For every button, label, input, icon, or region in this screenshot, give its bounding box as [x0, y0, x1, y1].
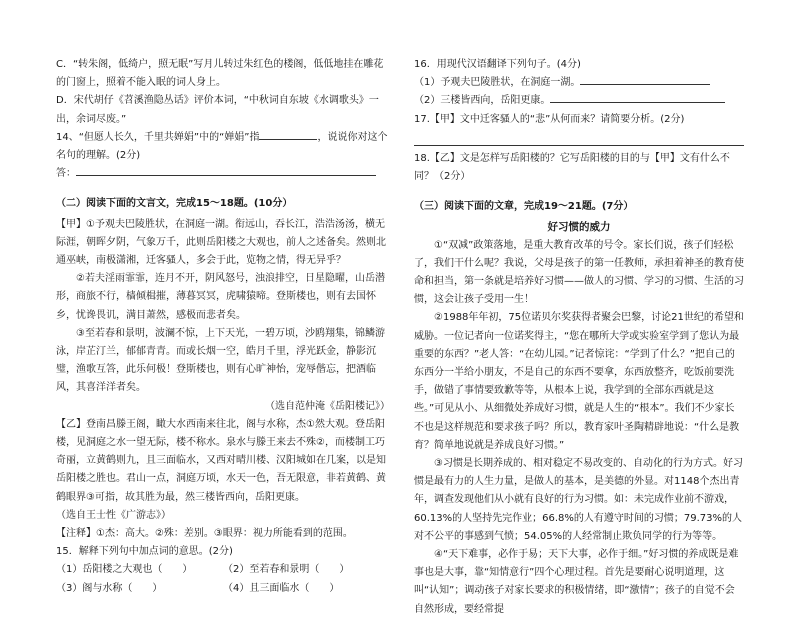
q14-text-a: 14、“但愿人长久，千里共婵娟”中的“婵娟”指	[56, 131, 260, 143]
answer-line	[56, 165, 390, 183]
question-14	[56, 129, 390, 165]
source-2: （选自王士性《广游志》）	[56, 509, 171, 521]
q15-row-1	[56, 561, 390, 579]
article-para-4: ④“天下难事，必作于易；天下大事，必作于细。”好习惯的养成既是难事也是大事，靠“知情意行”四个心理过程。首先是要耐心说明道理，这叫“认知”；调动孩子对家长要求的积极情绪，即“激情”；孩子的自觉不会自然形成，要经常提	[414, 549, 739, 615]
q15-item-1: （1）岳阳楼之大观也（ ）	[56, 564, 193, 576]
q17-answer-line[interactable]	[414, 131, 744, 146]
q16-item-1	[414, 74, 744, 92]
section-2-heading: （二）阅读下面的文言文，完成15～18题。(10分）	[56, 198, 293, 210]
article-para-3: ③习惯是长期养成的、相对稳定不易改变的、自动化的行为方式。好习惯是最有力的人生力量，是做人的基本，是美德的外显。对1148个杰出青年，调查发现他们从小就有良好的行为习惯。如：未完成作业前不游戏，60.13%的人坚持先完作业；66.8%的人有遵守时间的习惯；79.73%的人对不公平的事感到气愤；54.05%的人经常制止欺负同学的行为等等。	[414, 458, 743, 542]
answer-label: 答：	[56, 168, 76, 180]
left-column	[56, 56, 390, 598]
passage-jia-3: ③至若春和景明，波澜不惊，上下天光，一碧万顷，沙鸥翔集，锦鳞游泳，岸芷汀兰，郁郁青青。而或长烟一空，皓月千里，浮光跃金，静影沉璧，渔歌互答，此乐何极！登斯楼也，则有心旷神怡，宠辱偕忘，把酒临风，其喜洋洋者矣。	[56, 327, 385, 394]
article-para-1: ①“双减”政策落地，是重大教育改革的号令。家长们说，孩子们轻松了，我们干什么呢？我说，父母是孩子的第一任教师，承担着神圣的教育使命和担当，第一条就是培养好习惯——做人的习惯、学习的习惯、生活的习惯，这会让孩子受用一生！	[414, 239, 744, 306]
article-para-2: ②1988年年初，75位诺贝尔奖获得者聚会巴黎，讨论21世纪的希望和威胁。一位记者向一位诺奖得主，“您在哪所大学或实验室学到了您认为最重要的东西？”老人答：“在幼儿园。”记者惊诧：“学到了什么？”把自己的东西分一半给小朋友，不是自己的东西不要拿，东西放整齐，吃饭前要洗手，做错了事情要致歉等等，从根本上说，我学到的全部东西就是这些。”可见从小、从细微处养成好习惯，就是人生的“根本”。我们不少家长不也是这样规范和要求孩子吗？所以，教育家叶圣陶精辟地说：“什么是教育？简单地说就是养成良好习惯。”	[414, 312, 744, 451]
q15-row-2	[56, 580, 390, 598]
question-15: 15．解释下列句中加点词的意思。(2分)	[56, 546, 233, 558]
q16-blank-1[interactable]	[580, 74, 710, 85]
q16-item-2-text: （2）三楼皆西向，岳阳更康。	[414, 95, 551, 107]
q14-text-b: ，说说你对这个名句的理解。(2分)	[56, 131, 388, 162]
annotation-note: 【注释】①杰：高大。②殊：差别。③眼界：视力所能看到的范围。	[56, 528, 353, 540]
option-c: C．“转朱阁，低绮户，照无眠”写月儿转过朱红色的楼阁，低低地挂在雕花的门窗上，照着不能入眠的词人身上。	[56, 59, 384, 89]
question-18: 18.【乙】文是怎样写岳阳楼的？它写岳阳楼的目的与【甲】文有什么不同？（2分）	[414, 152, 730, 183]
passage-jia-1: 【甲】①予观夫巴陵胜状，在洞庭一湖。衔远山，吞长江，浩浩汤汤，横无际涯，朝晖夕阴，气象万千，此则岳阳楼之大观也，前人之述备矣。然则北通巫峡，南极潇湘，迁客骚人，多会于此，览物之情，得无异乎？	[56, 218, 386, 267]
passage-jia-2: ②若夫淫雨霏霏，连月不开，阴风怒号，浊浪排空，日星隐曜，山岳潜形，商旅不行，樯倾楫摧，薄暮冥冥，虎啸猿啼。登斯楼也，则有去国怀乡，忧谗畏讥，满目萧然，感极而悲者矣。	[56, 273, 385, 321]
article-title: 好习惯的威力	[547, 221, 611, 234]
q14-blank[interactable]	[259, 129, 317, 140]
q16-item-2	[414, 92, 744, 110]
source-1: （选自范仲淹《岳阳楼记》）	[265, 400, 390, 412]
section-3-heading: （三）阅读下面的文章，完成19～21题。(7分）	[414, 201, 634, 213]
answer-blank[interactable]	[76, 165, 376, 176]
q16-item-1-text: （1）予观夫巴陵胜状，在洞庭一湖。	[414, 77, 581, 89]
question-16: 16．用现代汉语翻译下列句子。(4分)	[414, 59, 581, 70]
passage-yi: 【乙】登南昌滕王阁，瞰大水西南来往北，阁与水称，杰①然大观。登岳阳楼，见洞庭之水一望无际，楼不称水。泉水与滕王来去不殊②，而楼制工巧奇丽，立黄鹤则九，且三面临水，又西对晴川楼、汉阳城如在几案，以是知岳阳楼之胜也。君山一点，洞庭万顷，水天一色，吾无限意，非若黄鹤、黄鹤眼界③可指，故其胜为最，然三楼皆西向，岳阳更康。	[56, 418, 386, 503]
question-17: 17.【甲】文中迁客骚人的“悲”从何而来？请简要分析。(2分)	[414, 113, 685, 125]
q15-item-2: （2）至若春和景明（ ）	[223, 564, 350, 576]
q16-blank-2[interactable]	[550, 92, 725, 103]
q15-item-4: （4）且三面临水（ ）	[223, 582, 340, 594]
option-d: D．宋代胡仔《苕溪渔隐丛话》评价本词，“中秋词自东坡《水调歌头》一出，余词尽废。”	[56, 95, 379, 125]
right-column	[414, 56, 744, 619]
q15-item-3: （3）阁与水称（ ）	[56, 582, 163, 594]
